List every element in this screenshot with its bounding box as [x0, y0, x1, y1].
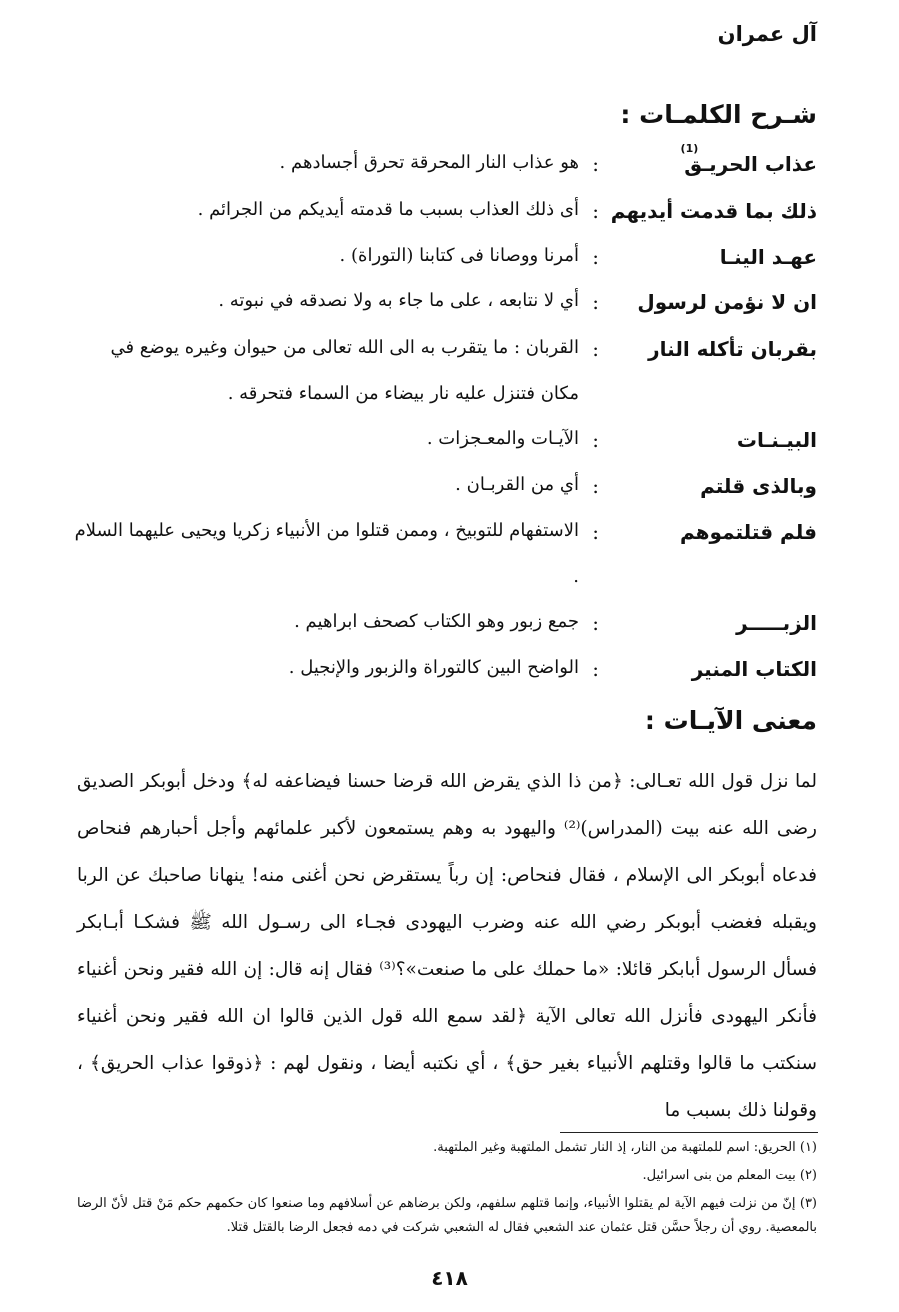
term-colon: :	[592, 337, 599, 361]
glossary-definition: الواضح البين كالتوراة والزبور والإنجيل .	[288, 657, 579, 678]
term-colon: :	[592, 152, 599, 176]
footnote-item: (٢) بيت المعلم من بنى اسرائيل.	[642, 1168, 817, 1183]
term-colon: :	[592, 428, 599, 452]
footnote-divider	[560, 1132, 818, 1133]
glossary-term: البيـنـات	[736, 428, 817, 452]
glossary-definition: الاستفهام للتوبيخ ، وممن قتلوا من الأنبياء زكريا ويحيى عليهما السلام .	[74, 520, 579, 587]
glossary-definition: أي من القربـان .	[455, 474, 579, 495]
glossary-definition: أي لا نتابعه ، على ما جاء به ولا نصدقه في نبوته .	[218, 290, 579, 311]
footnotes	[77, 1136, 817, 1240]
glossary-term: عذاب الحريـق$^{(1)}$	[680, 142, 817, 176]
term-colon: :	[592, 657, 599, 681]
glossary-term: الزبـــــر	[736, 611, 817, 635]
glossary-definition: الآيـات والمعـجزات .	[426, 428, 579, 449]
term-colon: :	[592, 611, 599, 635]
glossary-heading: شـرح الكلمـات :	[620, 100, 817, 129]
glossary-term: ان لا نؤمن لرسول	[637, 290, 817, 314]
glossary-term: وبالذى قلتم	[700, 474, 817, 498]
running-header-surah-title: آل عمران	[717, 22, 817, 46]
glossary-definition: جمع زبور وهو الكتاب كصحف ابراهيم .	[294, 611, 579, 632]
glossary-term: الكتاب المنير	[691, 657, 817, 681]
glossary-definition: أمرنا ووصانا فى كتابنا (التوراة) .	[339, 245, 579, 266]
page-number: ٤١٨	[431, 1266, 468, 1290]
term-colon: :	[592, 199, 599, 223]
term-colon: :	[592, 520, 599, 544]
glossary-term: بقربان تأكله النار	[648, 337, 817, 361]
glossary-term: ذلك بما قدمت أيديهم	[610, 199, 817, 223]
glossary-definition: هو عذاب النار المحرقة تحرق أجسادهم .	[279, 152, 579, 173]
verses-meaning-heading: معنى الآيـات :	[644, 706, 817, 735]
glossary-definition: أى ذلك العذاب بسبب ما قدمته أيديكم من الجرائم .	[197, 199, 579, 220]
glossary-term: عهـد الينـا	[719, 245, 817, 269]
term-colon: :	[592, 290, 599, 314]
term-colon: :	[592, 474, 599, 498]
glossary-term: فلم قتلتموهم	[680, 520, 817, 544]
glossary-definition: القربان : ما يتقرب به الى الله تعالى من حيوان وغيره يوضع في مكان فتنزل عليه نار بيضاء من السماء فتحرقه .	[110, 337, 579, 404]
footnote-marker: (1)	[680, 142, 699, 155]
verses-meaning-paragraph: لما نزل قول الله تعـالى: ﴿من ذا الذي يقرض الله قرضا حسنا فيضاعفه له﴾ ودخل أبوبكر الصديق رضى الله عنه بيت (المدراس)⁽²⁾ واليهود به وهم يستمعون لأكبر علمائهم وأجل أحبارهم فنحاص فدعاه أبوبكر الى الإسلام ، فقال فنحاص: إن رباً يستقرض نحن أغنى منه! ينهانا صاحبك عن الربا ويقبله فغضب أبوبكر رضي الله عنه وضرب اليهودى فجـاء الى رسـول الله ﷺ فشكـا أبـابكر فسأل الرسول أبابكر قائلا: «ما حملك على ما صنعت»؟⁽³⁾ فقال إنه قال: إن الله فقير ونحن أغنياء فأنكر اليهودى فأنزل الله تعالى الآية ﴿لقد سمع الله قول الذين قالوا ان الله فقير ونحن أغنياء سنكتب ما قالوا وقتلهم الأنبياء بغير حق﴾ ، أي نكتبه أيضا ، ونقول لهم : ﴿ذوقوا عذاب الحريق﴾ ، وقولنا ذلك بسبب ما	[77, 771, 817, 1121]
term-colon: :	[592, 245, 599, 269]
footnote-item: (٣) إنّ من نزلت فيهم الآية لم يقتلوا الأنبياء، وإنما قتلهم سلفهم، ولكن برضاهم عن أسلافهم وما صنعوا كان حكمهم حكم مَنْ قتل لأنّ الرضا بالمعصية. روي أن رجلاً حسَّن قتل عثمان عند الشعبي فقال له الشعبي شركت في دمه فجعل الرضا بالقتل قتلا.	[77, 1196, 817, 1235]
footnote-item: (١) الحريق: اسم للملتهبة من النار، إذ النار تشمل الملتهبة وغير الملتهبة.	[433, 1140, 817, 1155]
